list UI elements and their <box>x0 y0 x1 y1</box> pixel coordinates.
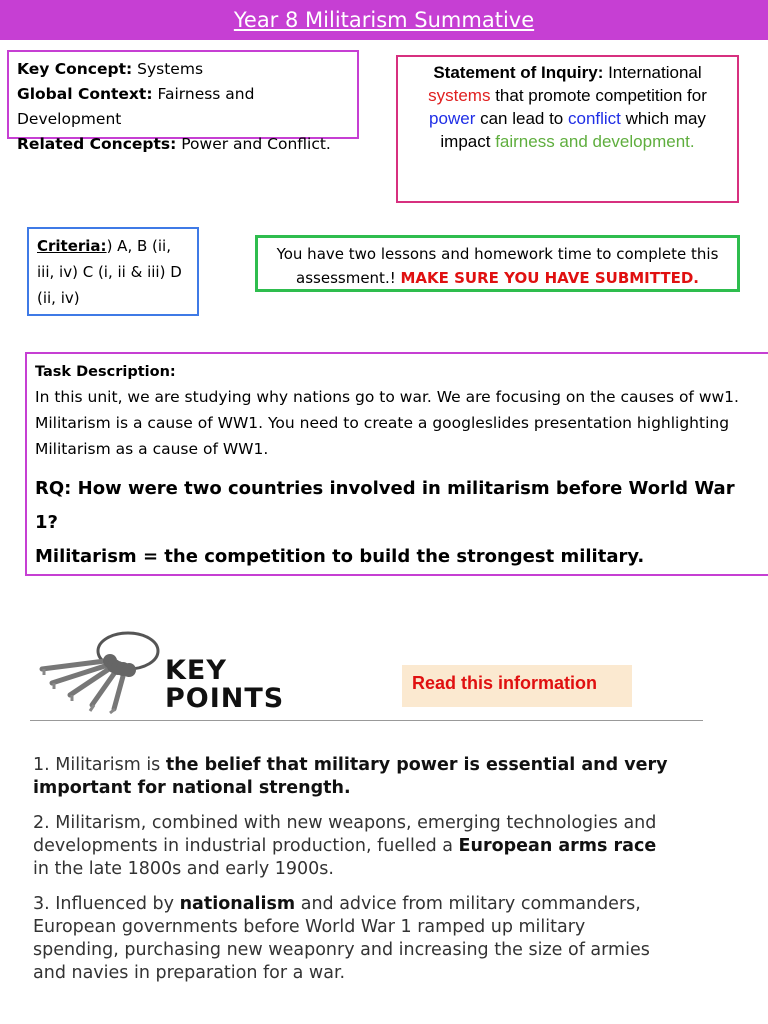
related-concepts-value: Power and Conflict. <box>176 135 331 153</box>
statement-of-inquiry-box <box>396 55 739 203</box>
soi-text: that promote competition for <box>490 86 707 105</box>
keys-icon <box>30 625 170 715</box>
page-title: Year 8 Militarism Summative <box>233 8 535 32</box>
global-context-line <box>17 82 349 132</box>
read-information-label: Read this information <box>402 665 632 707</box>
lessons-notice <box>255 235 740 292</box>
soi-label: Statement of Inquiry: <box>433 63 604 82</box>
point-bold: European arms race <box>458 836 657 856</box>
title-bar <box>0 0 768 40</box>
global-context-label: Global Context: <box>17 85 153 103</box>
key-concept-value: Systems <box>132 60 204 78</box>
point-text: in the late 1800s and early 1900s. <box>33 859 334 879</box>
soi-text: International <box>603 63 702 82</box>
militarism-definition: Militarism = the competition to build the strongest military. <box>35 546 645 567</box>
soi-conflict: conflict <box>567 109 621 128</box>
research-question-block <box>35 472 760 574</box>
key-points-heading <box>165 657 284 713</box>
soi-systems: systems <box>428 86 491 105</box>
task-description-box <box>25 352 768 576</box>
key-points-line2: POINTS <box>165 683 285 714</box>
soi-fairness: fairness and development. <box>495 132 695 151</box>
point-bold: the belief that military power is essential and very important for national strength. <box>33 755 668 798</box>
soi-power: power <box>429 109 476 128</box>
divider <box>30 720 703 721</box>
key-concepts-box <box>7 50 359 153</box>
point-text: 1. Militarism is <box>33 755 166 775</box>
point-2 <box>33 812 673 881</box>
point-1 <box>33 754 673 800</box>
criteria-value: ) A, B (ii, iii, iv) C (i, ii & iii) D (ii, iv) <box>37 237 182 307</box>
soi-text: which may impact <box>440 109 706 151</box>
criteria-box <box>27 227 199 316</box>
global-context-value: Fairness and Development <box>17 85 255 128</box>
key-concept-line <box>17 57 349 82</box>
task-heading: Task Description: <box>35 364 176 380</box>
soi-text: can lead to <box>475 109 568 128</box>
lessons-text: You have two lessons and homework time to complete this assessment.! <box>276 245 719 287</box>
point-text: and advice from military commanders, European governments before World War 1 ramped up military spending, purchasing new weaponry and increasing the size of armies and navies in preparation for a war. <box>33 894 650 983</box>
related-concepts-line <box>17 132 349 157</box>
point-text: 3. Influenced by <box>33 894 180 914</box>
point-bold: nationalism <box>179 894 296 914</box>
criteria-label: Criteria: <box>37 237 107 255</box>
point-text: 2. Militarism, combined with new weapons, emerging technologies and developments in industrial production, fuelled a <box>33 813 657 856</box>
key-points-line1: KEY <box>165 655 227 686</box>
related-concepts-label: Related Concepts: <box>17 135 177 153</box>
research-question: RQ: How were two countries involved in militarism before World War 1? <box>35 478 735 533</box>
task-body: In this unit, we are studying why nations go to war. We are focusing on the causes of ww1. Militarism is a cause of WW1. You need to create a googleslides presentation highlighting Militarism as a cause of WW1. <box>35 388 739 458</box>
point-3 <box>33 893 673 985</box>
submit-warning: MAKE SURE YOU HAVE SUBMITTED. <box>400 269 699 287</box>
key-concept-label: Key Concept: <box>17 60 133 78</box>
